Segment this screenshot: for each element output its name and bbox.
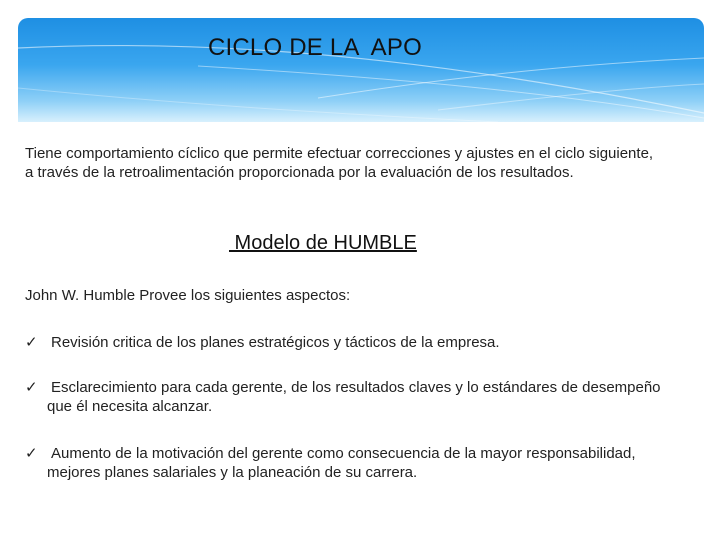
intro-paragraph: Tiene comportamiento cíclico que permite efectuar correcciones y ajustes en el ciclo siguiente, a través de la retroalimentación proporcionada por la evaluación de los resultados. [25,145,654,181]
lead-text: John W. Humble Provee los siguientes aspectos: [25,287,351,304]
check-icon: ✓ [25,379,38,396]
list-item-text: Revisión critica de los planes estratégicos y tácticos de la empresa. [51,334,500,351]
check-icon: ✓ [25,334,38,351]
section-subtitle: Modelo de HUMBLE [229,232,417,254]
list-item [25,444,665,482]
page-title: CICLO DE LA APO [208,34,422,61]
list-item [25,378,665,416]
check-icon: ✓ [25,445,38,462]
list-item-text: Esclarecimiento para cada gerente, de los resultados claves y lo estándares de desempeño que él necesita alcanzar. [47,379,661,415]
list-item [25,333,665,352]
list-item-text: Aumento de la motivación del gerente como consecuencia de la mayor responsabilidad, mejores planes salariales y la planeación de su carrera. [47,445,636,481]
